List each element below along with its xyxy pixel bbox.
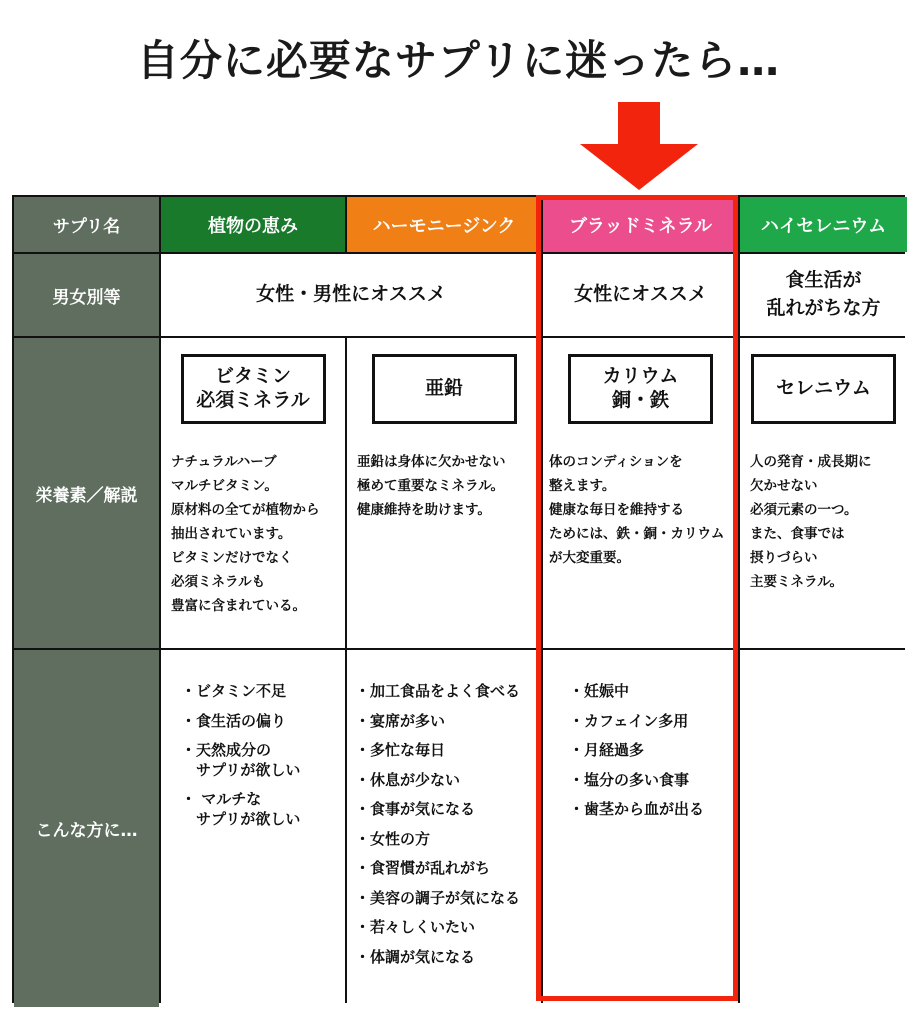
fit-list-item: ・体調が気になる <box>355 947 476 966</box>
nutrient-cell <box>740 338 907 648</box>
nutrient-box: カリウム 銅・鉄 <box>568 354 713 424</box>
fit-list-item: ・塩分の多い食事 <box>569 770 690 789</box>
fit-list-item: ・美容の調子が気になる <box>355 888 521 907</box>
fit-list <box>181 682 345 829</box>
nutrient-cell <box>543 338 738 648</box>
fit-list <box>355 682 541 967</box>
fit-list-item: ・宴席が多い <box>355 711 446 730</box>
nutrient-description: 体のコンディションを 整えます。 健康な毎日を維持する ためには、鉄・銅・カリウム が大変重要。 <box>549 454 725 567</box>
nutrient-box: 亜鉛 <box>372 354 517 424</box>
fit-list-item: ・食習慣が乱れがち <box>355 859 491 877</box>
fit-list-item: ・歯茎から血が出る <box>569 800 705 818</box>
row-label-nutrient: 栄養素／解説 <box>14 338 159 648</box>
fit-list-item: ・女性の方 <box>355 829 431 848</box>
product-header-hi-selenium: ハイセレニウム <box>740 197 907 252</box>
nutrient-description: 人の発育・成長期に 欠かせない 必須元素の一つ。 また、食事では 摂りづらい 主要ミネラル。 <box>750 454 872 591</box>
product-header-blood-mineral: ブラッドミネラル <box>543 197 738 252</box>
gender-cell-both: 女性・男性にオススメ <box>161 254 541 336</box>
product-header-harmony-zinc: ハーモニージンク <box>347 197 541 252</box>
nutrient-description: 亜鉛は身体に欠かせない 極めて重要なミネラル。 健康維持を助けます。 <box>357 454 506 519</box>
fit-list-item: ・食事が気になる <box>355 800 476 818</box>
row-label-recommended-for: こんな方に… <box>14 650 159 1007</box>
fit-list-item: ・ マルチな サプリが欲しい <box>181 790 301 828</box>
fit-cell <box>740 650 907 1007</box>
nutrient-box: ビタミン 必須ミネラル <box>181 354 326 424</box>
comparison-table <box>12 195 905 1003</box>
fit-list <box>569 682 738 820</box>
header-corner: サプリ名 <box>14 197 159 252</box>
fit-list-item: ・若々しくいたい <box>355 918 476 936</box>
gender-cell-women: 女性にオススメ <box>543 254 738 336</box>
fit-list-item: ・月経過多 <box>569 741 645 759</box>
fit-cell <box>543 650 738 1007</box>
product-header-shokubutsu: 植物の恵み <box>161 197 345 252</box>
nutrient-cell <box>161 338 345 648</box>
fit-list-item: ・休息が少ない <box>355 770 461 789</box>
fit-cell <box>347 650 541 1007</box>
fit-list-item: ・妊娠中 <box>569 682 630 700</box>
page-title: 自分に必要なサプリに迷ったら… <box>136 36 781 85</box>
nutrient-cell <box>347 338 541 648</box>
fit-cell <box>161 650 345 1007</box>
down-arrow-icon <box>580 102 698 190</box>
fit-list-item: ・天然成分の サプリが欲しい <box>181 741 301 779</box>
row-label-gender: 男女別等 <box>14 254 159 336</box>
fit-list-item: ・カフェイン多用 <box>569 711 689 730</box>
nutrient-box: セレニウム <box>751 354 896 424</box>
fit-list-item: ・多忙な毎日 <box>355 741 446 759</box>
fit-list-item: ・食生活の偏り <box>181 711 287 730</box>
gender-text-diet: 食生活が 乱れがちな方 <box>766 269 881 319</box>
gender-cell-diet <box>740 254 907 336</box>
nutrient-description: ナチュラルハーブ マルチビタミン。 原材料の全てが植物から 抽出されています。 ビタミンだけでなく 必須ミネラルも 豊富に含まれている。 <box>171 454 320 615</box>
fit-list-item: ・ビタミン不足 <box>181 682 287 700</box>
fit-list-item: ・加工食品をよく食べる <box>355 682 521 700</box>
